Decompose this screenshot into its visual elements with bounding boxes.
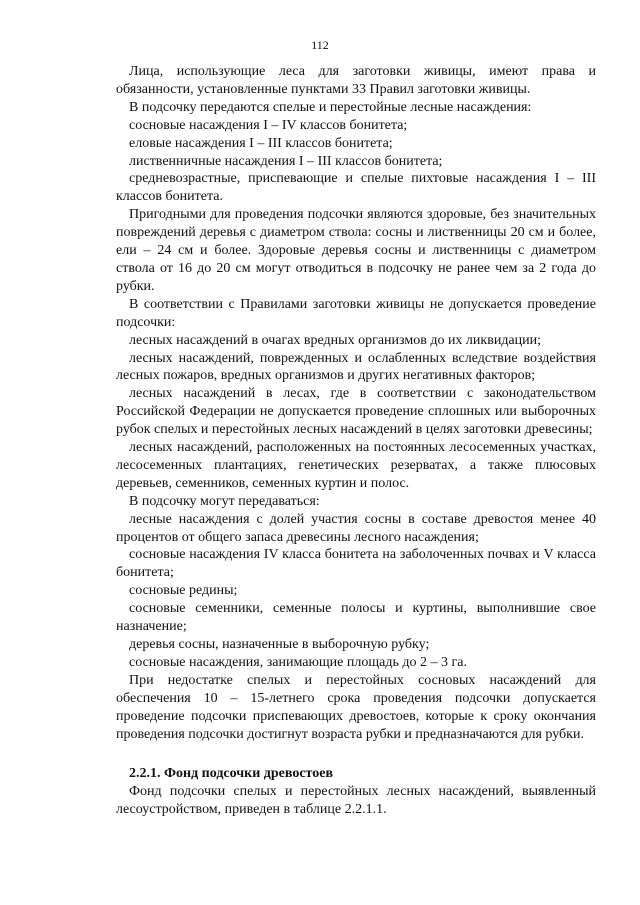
list-item-pine: сосновые насаждения I – IV классов бонитета; — [129, 117, 408, 133]
list-item-protected-forests: лесных насаждений в лесах, где в соответствии с законодательством Российской Федерации не допускается проведение сплошных или выборочных рубок спелых и перестойных лесных насаждений в целях заготовки древесины; — [116, 386, 596, 438]
body-text — [116, 63, 596, 819]
list-item-pest-foci: лесных насаждений в очагах вредных организмов до их ликвидации; — [129, 332, 542, 348]
paragraph-may-transfer-intro: В подсочку могут передаваться: — [129, 493, 320, 509]
page-number: 112 — [311, 38, 329, 52]
list-item-selective-cut: деревья сосны, назначенные в выборочную рубку; — [129, 637, 430, 652]
list-item-larch: лиственничные насаждения I – III классов бонитета; — [129, 153, 443, 169]
paragraph-transfer-intro: В подсочку передаются спелые и перестойные лесные насаждения: — [129, 99, 532, 115]
list-item-pine-share: лесные насаждения с долей участия сосны в составе древостоя менее 40 процентов от общего запаса древесины лесного насаждения; — [116, 511, 596, 545]
list-item-seed-plots: лесных насаждений, расположенных на постоянных лесосеменных участках, лесосеменных плантациях, генетических резерватах, а также плюсовых деревьев, семенников, семенных куртин и полос. — [116, 440, 596, 491]
paragraph-fund: Фонд подсочки спелых и перестойных лесных насаждений, выявленный лесоустройством, приведен в таблице 2.2.1.1. — [116, 784, 596, 818]
list-item-seed-trees: сосновые семенники, семенные полосы и куртины, выполнившие свое назначение; — [116, 601, 596, 635]
list-item-small-area: сосновые насаждения, занимающие площадь до 2 – 3 га. — [129, 654, 467, 670]
list-item-spruce: еловые насаждения I – III классов бонитета; — [129, 135, 393, 151]
paragraph-not-allowed-intro: В соответствии с Правилами заготовки живицы не допускается проведение подсочки: — [116, 296, 596, 330]
paragraph-suitable-trees: Пригодными для проведения подсочки являются здоровые, без значительных повреждений деревья с диаметром ствола: сосны и лиственницы 20 см и более, ели – 24 см и более. Здоровые деревья сосны и лиственницы с диаметром ствола от 16 до 20 см могут отводиться в подсочку не ранее чем за 2 года до рубки. — [116, 207, 596, 294]
paragraph-shortage: При недостатке спелых и перестойных сосновых насаждений для обеспечения 10 – 15-летнего срока проведения подсочки допускается проведение подсочки приспевающих древостоев, которые к сроку окончания проведения подсочки достигнут возраста рубки и предназначаются для рубки. — [116, 672, 596, 742]
list-item-pine-sparse: сосновые редины; — [129, 583, 238, 599]
list-item-fir: средневозрастные, приспевающие и спелые пихтовые насаждения I – III классов бонитета. — [116, 171, 596, 205]
list-item-swamp-pine: сосновые насаждения IV класса бонитета на заболоченных почвах и V класса бонитета; — [116, 547, 596, 581]
section-heading: 2.2.1. Фонд подсочки древостоев — [129, 766, 334, 782]
paragraph-rights: Лица, использующие леса для заготовки живицы, имеют права и обязанности, установленные пунктами 33 Правил заготовки живицы. — [116, 64, 596, 97]
list-item-damaged: лесных насаждений, поврежденных и ослабленных вследствие воздействия лесных пожаров, вредных организмов и других негативных факторов; — [116, 350, 596, 384]
